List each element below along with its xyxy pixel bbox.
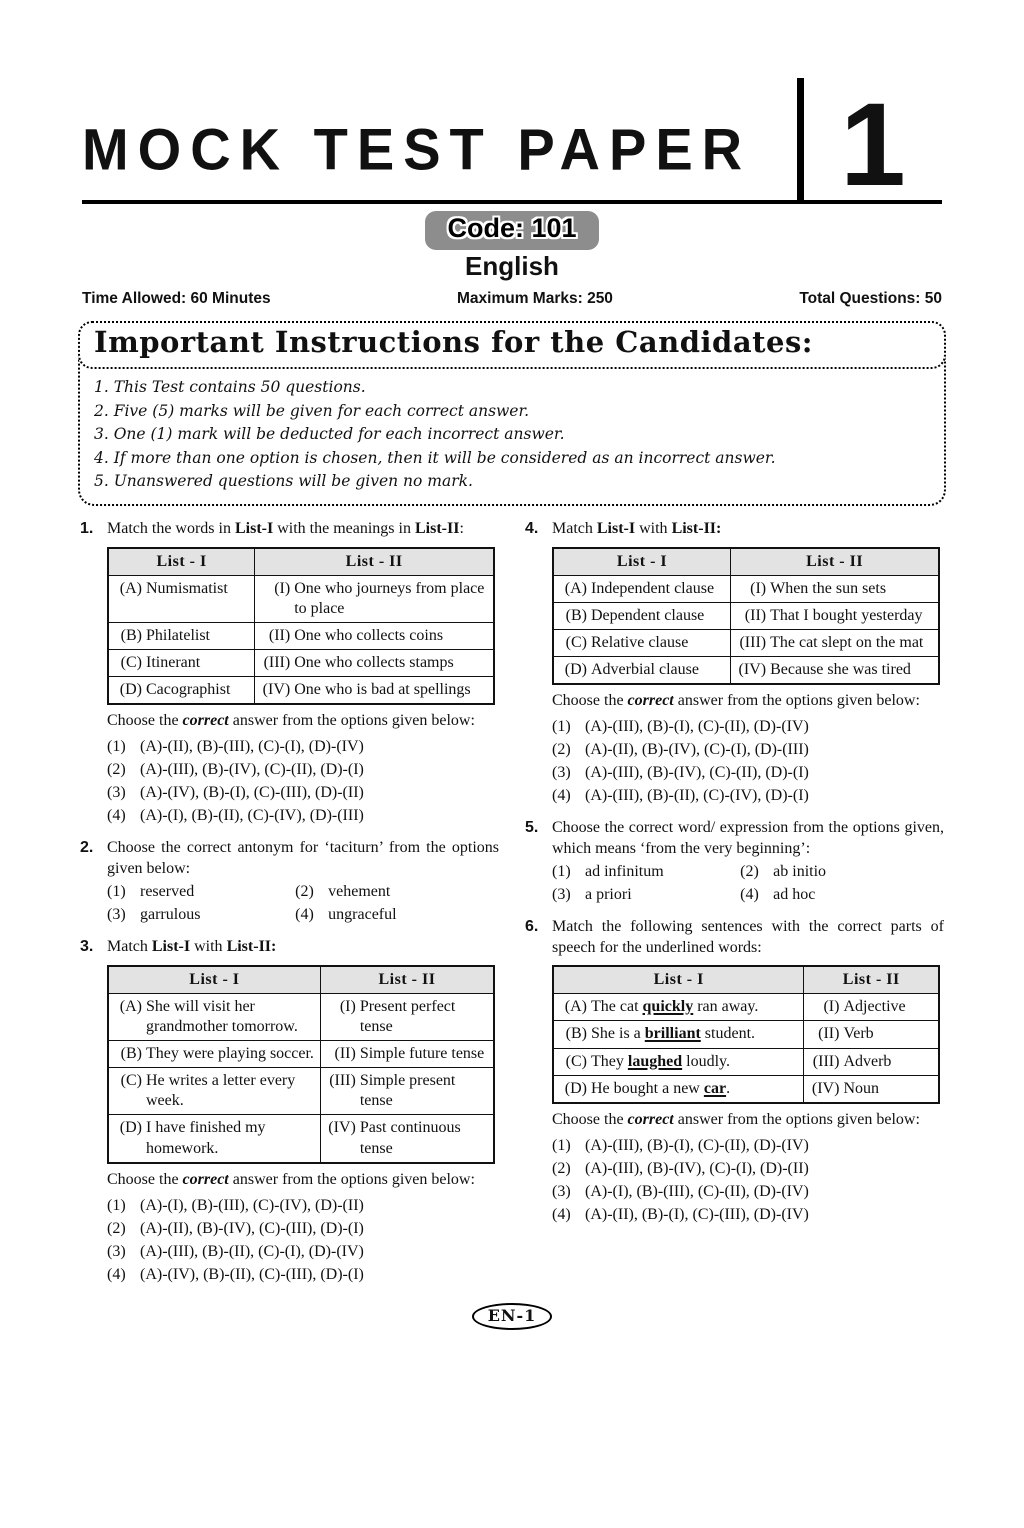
match-table [107,547,495,706]
table-header-cell: List - II [255,548,494,576]
option-number: (3) [552,885,571,903]
cell-label: (A) [564,998,587,1016]
option-number: (2) [552,1159,571,1177]
table-row [553,1075,939,1103]
option-item [107,735,499,758]
table-cell [255,677,494,705]
cell-text: Noun [843,1079,879,1097]
cell-label: (I) [339,997,356,1015]
table-row [108,1041,494,1068]
instructions-box [78,321,946,506]
option-item [552,1134,944,1157]
option-text: (A)-(II), (B)-(I), (C)-(III), (D)-(IV) [585,1205,809,1223]
option-text: (A)-(III), (B)-(I), (C)-(II), (D)-(IV) [585,1136,809,1154]
cell-label: (I) [274,579,291,597]
cell-text: Present perfect tense [359,997,456,1035]
options-list [552,715,944,807]
table-row [553,1048,939,1075]
table-cell [108,622,255,649]
table-row [108,650,494,677]
cell-label: (III) [739,633,767,651]
question-body [107,838,499,926]
subject-title: English [465,251,559,281]
option-item [295,903,499,926]
option-item [552,1157,944,1180]
cell-text: Relative clause [591,633,689,651]
option-text: (A)-(III), (B)-(IV), (C)-(II), (D)-(I) [140,761,364,779]
option-number: (2) [107,1219,126,1237]
option-number: (1) [552,1136,571,1154]
option-text: (A)-(III), (B)-(IV), (C)-(I), (D)-(II) [585,1159,809,1177]
cell-text: One who collects stamps [294,654,454,671]
question-intro: Match List-I with List-II: [107,937,277,955]
option-item [552,738,944,761]
table-cell [108,993,320,1040]
table-cell [108,1115,320,1163]
cell-label: (II) [744,606,767,624]
cell-label: (IV) [738,661,767,678]
table-row [108,1068,494,1115]
table-row [553,602,939,629]
table-row [108,622,494,649]
option-item [552,715,944,738]
option-number: (4) [107,807,126,825]
cell-label: (C) [565,633,587,651]
options-list [107,880,499,926]
cell-text: Simple future tense [359,1045,485,1062]
question-block [80,838,499,926]
option-text: ungraceful [328,905,397,923]
option-item [107,781,499,804]
table-cell [731,657,939,685]
table-row [108,677,494,705]
questions-area [80,519,944,1297]
table-cell [108,575,255,622]
cell-text: The cat slept on the mat [770,633,924,651]
cell-label: (A) [564,579,587,597]
table-cell [108,650,255,677]
table-row [553,994,939,1021]
option-number: (3) [107,905,126,923]
instruction-item: 4. If more than one option is chosen, then it will be considered as an incorrect answer. [94,448,776,467]
question-body [107,937,499,1286]
option-item [107,880,295,903]
question-intro: Match List-I with List-II: [552,519,722,537]
option-text: ab initio [773,862,827,880]
cell-text: They were playing soccer. [146,1045,314,1062]
match-table [552,965,940,1104]
option-number: (3) [552,764,571,782]
option-text: (A)-(II), (B)-(IV), (C)-(III), (D)-(I) [140,1219,364,1237]
option-text: (A)-(II), (B)-(IV), (C)-(I), (D)-(III) [585,740,809,758]
option-text: (A)-(II), (B)-(III), (C)-(I), (D)-(IV) [140,738,364,756]
table-row [553,575,939,602]
question-body [552,519,944,807]
cell-text: Dependent clause [591,606,705,624]
cell-text: Cacographist [146,681,231,699]
options-list [107,735,499,827]
cell-text: Independent clause [591,579,715,597]
time-allowed: Time Allowed: 60 Minutes [82,290,271,307]
cell-label: (III) [263,654,291,671]
question-number: 5. [525,819,539,837]
table-header-cell: List - I [108,548,255,576]
question-block [80,519,499,828]
cell-text: They laughed loudly. [591,1052,730,1070]
table-cell [255,650,494,677]
table-cell [804,1075,939,1103]
option-item [107,1240,499,1263]
cell-text: That I bought yesterday [770,606,923,624]
cell-label: (III) [329,1072,356,1090]
option-number: (1) [552,862,571,880]
table-cell [731,629,939,656]
table-header-row [553,966,939,994]
options-list [552,1134,944,1226]
cell-label: (IV) [262,681,291,699]
option-text: (A)-(IV), (B)-(II), (C)-(III), (D)-(I) [140,1265,364,1283]
option-text: (A)-(III), (B)-(II), (C)-(IV), (D)-(I) [585,787,809,805]
instructions-list [80,372,944,504]
option-item [552,1203,944,1226]
question-intro: Match the following sentences with the correct parts of speech for the underlined words: [552,917,944,956]
table-header-cell: List - I [553,966,804,994]
option-number: (2) [740,862,759,880]
table-cell [553,629,731,656]
cell-label: (C) [565,1052,587,1070]
paper-number: 1 [840,79,906,212]
cell-text: When the sun sets [770,579,887,597]
table-row [553,657,939,685]
option-text: (A)-(IV), (B)-(I), (C)-(III), (D)-(II) [140,784,364,802]
option-number: (1) [107,882,126,900]
options-list [552,860,944,906]
table-row [553,629,939,656]
cell-text: He writes a letter every week. [146,1072,296,1110]
option-item [552,784,944,807]
cell-label: (A) [119,579,142,597]
cell-label: (C) [120,1072,142,1090]
cell-label: (B) [120,626,142,644]
option-item [295,880,499,903]
cell-label: (D) [119,681,142,699]
title-divider [797,78,804,200]
cell-text: Adjective [843,998,906,1016]
option-number: (3) [107,784,126,802]
question-intro: Choose the correct antonym for ‘taciturn’ from the options given below: [107,839,499,878]
instruction-item: 2. Five (5) marks will be given for each correct answer. [94,401,530,420]
table-header-cell: List - I [108,966,320,994]
maximum-marks: Maximum Marks: 250 [457,290,613,307]
option-item [107,804,499,827]
table-header-cell: List - II [320,966,494,994]
cell-text: Philatelist [146,626,210,644]
option-number: (1) [107,1196,126,1214]
option-number: (2) [107,761,126,779]
cell-label: (II) [818,1025,840,1043]
table-header-cell: List - II [804,966,939,994]
cell-text: The cat quickly ran away. [591,998,759,1016]
masthead [82,78,942,212]
match-table [107,965,495,1164]
cell-label: (D) [564,661,587,678]
table-cell [553,575,731,602]
table-cell [108,1041,320,1068]
options-list [107,1194,499,1286]
choose-line: Choose the correct answer from the options given below: [552,692,920,710]
cell-label: (IV) [328,1119,356,1137]
question-number: 2. [80,839,94,857]
option-text: reserved [140,882,195,900]
table-row [108,1115,494,1163]
table-row [108,575,494,622]
table-header-cell: List - II [731,548,939,576]
choose-line: Choose the correct answer from the options given below: [107,1170,475,1188]
table-cell [553,657,731,685]
option-item [107,1217,499,1240]
option-text: garrulous [140,905,201,923]
cell-label: (B) [565,606,587,624]
option-text: (A)-(I), (B)-(II), (C)-(IV), (D)-(III) [140,807,364,825]
question-body [552,917,944,1226]
option-number: (4) [552,1205,571,1223]
cell-text: I have finished my homework. [146,1119,266,1157]
option-item [552,883,740,906]
choose-line: Choose the correct answer from the options given below: [552,1110,920,1128]
question-block [525,818,944,906]
table-cell [804,1048,939,1075]
option-item [107,903,295,926]
cell-label: (I) [823,998,840,1016]
option-text: (A)-(I), (B)-(III), (C)-(II), (D)-(IV) [585,1182,809,1200]
question-body [552,818,944,906]
table-cell [320,1068,494,1115]
table-header-row [108,966,494,994]
cell-text: Simple present tense [359,1072,456,1110]
table-cell [731,602,939,629]
question-block [525,519,944,807]
table-cell [108,677,255,705]
cell-label: (III) [812,1052,840,1070]
table-cell [804,1021,939,1048]
cell-text: He bought a new car. [591,1079,731,1097]
option-text: (A)-(III), (B)-(II), (C)-(I), (D)-(IV) [140,1242,364,1260]
question-number: 3. [80,937,94,955]
table-row [108,993,494,1040]
mock-test-title: MOCK TEST PAPER [82,116,752,183]
option-number: (4) [107,1265,126,1283]
instruction-item: 3. One (1) mark will be deducted for each incorrect answer. [94,425,565,444]
instruction-item: 1. This Test contains 50 questions. [94,378,366,396]
cell-text: Numismatist [146,579,228,597]
table-row [553,1021,939,1048]
cell-text: She is a brilliant student. [591,1025,756,1043]
total-questions: Total Questions: 50 [799,290,942,307]
option-text: vehement [328,882,391,900]
table-cell [255,575,494,622]
table-cell [731,575,939,602]
page-number-badge: EN-1 [472,1303,553,1330]
option-text: (A)-(III), (B)-(IV), (C)-(II), (D)-(I) [585,764,809,782]
option-item [107,1263,499,1286]
cell-label: (A) [119,997,142,1015]
questions-column-right [525,519,944,1297]
cell-text: She will visit her grandmother tomorrow. [146,997,298,1035]
table-cell [553,1048,804,1075]
option-item [740,883,944,906]
table-cell [553,1021,804,1048]
option-number: (4) [552,787,571,805]
questions-column-left [80,519,499,1297]
table-cell [553,602,731,629]
option-item [552,860,740,883]
table-cell [320,1115,494,1163]
cell-label: (B) [565,1025,587,1043]
question-block [80,937,499,1286]
question-block [525,917,944,1226]
option-number: (3) [552,1182,571,1200]
option-text: ad hoc [773,885,816,903]
table-header-row [553,548,939,576]
option-item [107,1194,499,1217]
cell-text: One who journeys from place to place [294,579,485,617]
question-intro: Choose the correct word/ expression from the options given, which means ‘from the very beginning’: [552,819,944,857]
option-item [552,1180,944,1203]
choose-line: Choose the correct answer from the options given below: [107,712,475,730]
cell-label: (II) [268,626,291,644]
cell-label: (C) [120,654,142,671]
cell-label: (D) [119,1119,142,1137]
instruction-item: 5. Unanswered questions will be given no mark. [94,472,473,491]
question-number: 1. [80,519,94,537]
cell-text: One who collects coins [294,626,444,644]
question-number: 4. [525,519,539,537]
table-cell [553,1075,804,1103]
page-footer [0,1303,1024,1330]
table-cell [320,993,494,1040]
option-number: (1) [552,717,571,735]
table-cell [320,1041,494,1068]
cell-label: (B) [120,1045,142,1062]
code-badge: Code: 101 [425,211,598,250]
instructions-heading: Important Instructions for the Candidates: [78,321,946,369]
option-number: (3) [107,1242,126,1260]
table-cell [804,994,939,1021]
option-text: (A)-(III), (B)-(I), (C)-(II), (D)-(IV) [585,717,809,735]
match-table [552,547,940,686]
option-number: (4) [740,885,759,903]
cell-label: (I) [750,579,767,597]
option-number: (2) [295,882,314,900]
cell-text: Adverbial clause [591,661,699,678]
cell-text: Itinerant [146,654,201,671]
question-number: 6. [525,917,539,935]
option-text: (A)-(I), (B)-(III), (C)-(IV), (D)-(II) [140,1196,364,1214]
cell-label: (IV) [811,1079,840,1097]
option-number: (1) [107,738,126,756]
table-cell [553,994,804,1021]
table-cell [255,622,494,649]
cell-text: Past continuous tense [359,1119,461,1157]
option-item [552,761,944,784]
option-item [740,860,944,883]
cell-text: Verb [843,1025,874,1043]
cell-label: (II) [334,1045,356,1062]
cell-text: Because she was tired [770,661,911,678]
table-header-row [108,548,494,576]
option-number: (2) [552,740,571,758]
option-number: (4) [295,905,314,923]
question-body [107,519,499,828]
question-intro: Match the words in List-I with the meanings in List-II: [107,519,464,537]
option-text: a priori [585,885,632,903]
cell-text: One who is bad at spellings [294,681,471,699]
option-item [107,758,499,781]
table-header-cell: List - I [553,548,731,576]
table-cell [108,1068,320,1115]
cell-label: (D) [564,1079,587,1097]
option-text: ad infinitum [585,862,664,880]
exam-meta-row [82,290,942,308]
cell-text: Adverb [843,1052,892,1070]
